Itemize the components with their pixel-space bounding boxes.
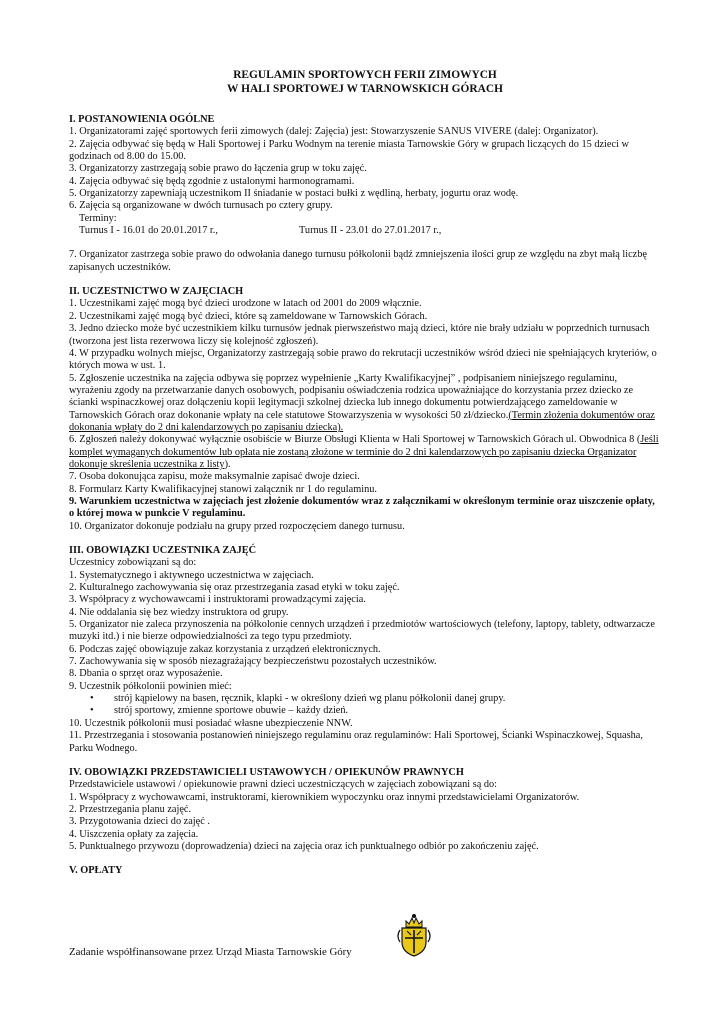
document-title: [69, 68, 661, 96]
paragraph-text: 5. Zgłoszenie uczestnika na zajęcia odbywa się poprzez wypełnienie „Karty Kwalifikacyjnej” , podpisaniem niniejszego regulaminu, wyrażeniu zgody na przetwarzanie danych osobowych, podpisaniu oświadczenia rodzica upoważniające do korzystania przez dziecko ze ścianki wspinaczkowej oraz dołączeniu kopii legitymacji szkolnej dziecka lub innego dokumentu potwierdzającego zameldowanie w Tarnowskich Górach oraz dokonanie wpłaty na cele statutowe Stowarzyszenia w wysokości 50 zł/dziecko.: [69, 372, 634, 421]
paragraph: 1. Systematycznego i aktywnego uczestnictwa w zajęciach.: [69, 569, 314, 581]
paragraph: 7. Organizator zastrzega sobie prawo do odwołania danego turnusu półkolonii bądź zmniejszenia ilości grup ze względu na zbyt małą liczbę zapisanych uczestników.: [69, 249, 647, 273]
paragraph: 4. Uiszczenia opłaty za zajęcia.: [69, 828, 199, 840]
paragraph: [69, 434, 661, 471]
terms-label: Terminy:: [79, 212, 117, 224]
section-heading: V. OPŁATY: [69, 865, 123, 877]
section-guardian-duties: [69, 767, 661, 853]
title-line-2: W HALI SPORTOWEJ W TARNOWSKICH GÓRACH: [227, 83, 503, 95]
section-participation: [69, 286, 661, 533]
paragraph: [69, 373, 661, 435]
paragraph: 5. Organizatorzy zapewniają uczestnikom II śniadanie w postaci bułki z wędliną, herbaty, jogurtu oraz wodę.: [69, 188, 519, 200]
paragraph: 11. Przestrzegania i stosowania postanowień niniejszego regulaminu oraz regulaminów: Hali Sportowej, Ścianki Wspinaczkowej, Squasha, Parku Wodnego.: [69, 730, 643, 754]
paragraph: 2. Zajęcia odbywać się będą w Hali Sportowej i Parku Wodnym na terenie miasta Tarnowskie Góry w grupach liczących do 15 dzieci w godzinach od 8.00 do 15.00.: [69, 138, 629, 163]
turnus-2: Turnus II - 23.01 do 27.01.2017 r.,: [299, 225, 442, 237]
paragraph: 1. Uczestnikami zajęć mogą być dzieci urodzone w latach od 2001 do 2009 włącznie.: [69, 298, 422, 310]
paragraph: 2. Uczestnikami zajęć mogą być dzieci, które są zameldowane w Tarnowskich Górach.: [69, 310, 428, 322]
paragraph: 1. Współpracy z wychowawcami, instruktorami, kierownikiem wypoczynku oraz innymi przedstawicielami Organizatorów.: [69, 791, 580, 803]
bullet-item: [69, 705, 661, 717]
section-heading: IV. OBOWIĄZKI PRZEDSTAWICIELI USTAWOWYCH / OPIEKUNÓW PRAWNYCH: [69, 766, 464, 778]
bullet-icon: •: [90, 705, 94, 717]
paragraph: 10. Uczestnik półkolonii musi posiadać własne ubezpieczenie NNW.: [69, 717, 353, 729]
paragraph: 5. Punktualnego przywozu (doprowadzenia) dzieci na zajęcia oraz ich punktualnego odbiór po zakończeniu zajęć.: [69, 840, 539, 852]
paragraph: 7. Zachowywania się w sposób niezagrażający bezpieczeństwu pozostałych uczestników.: [69, 656, 437, 668]
section-heading: I. POSTANOWIENIA OGÓLNE: [69, 114, 215, 125]
paragraph: 2. Przestrzegania planu zajęć.: [69, 803, 192, 815]
bullet-text: strój kąpielowy na basen, ręcznik, klapki - w określony dzień wg planu półkolonii danej grupy.: [114, 693, 506, 705]
section-heading: II. UCZESTNICTWO W ZAJĘCIACH: [69, 286, 244, 298]
bullet-item: [69, 693, 661, 705]
coat-of-arms-icon: [394, 912, 434, 963]
section-fees: [69, 865, 661, 877]
paragraph: 6. Zajęcia są organizowane w dwóch turnusach po cztery grupy.: [69, 200, 333, 212]
section-participant-duties: [69, 545, 661, 755]
bullet-text: strój sportowy, zmienne sportowe obuwie – każdy dzień.: [114, 705, 349, 717]
bullet-icon: •: [90, 693, 94, 705]
paragraph: 8. Dbania o sprzęt oraz wyposażenie.: [69, 668, 223, 680]
paragraph: 3. Organizatorzy zastrzegają sobie prawo do łączenia grup w toku zajęć.: [69, 163, 367, 175]
paragraph: 6. Podczas zajęć obowiązuje zakaz korzystania z urządzeń elektronicznych.: [69, 643, 381, 655]
paragraph-text: 6. Zgłoszeń należy dokonywać wyłącznie osobiście w Biurze Obsługi Klienta w Hali Sportowej w Tarnowskich Górach ul. Obwodnica 8 (: [69, 434, 641, 446]
terms-row: [69, 225, 661, 237]
paragraph: Uczestnicy zobowiązani są do:: [69, 557, 197, 569]
turnus-1: Turnus I - 16.01 do 20.01.2017 r.,: [79, 225, 218, 237]
underlined-note: Jeśli komplet wymaganych dokumentów lub opłata nie zostaną złożone w terminie do 2 dni kalendarzowych po zapisaniu dziecka Organizator dokonuje skreślenia uczestnika z listy: [69, 434, 659, 470]
paragraph: 10. Organizator dokonuje podziału na grupy przed rozpoczęciem danego turnusu.: [69, 520, 405, 532]
paragraph: 2. Kulturalnego zachowywania się oraz przestrzegania zasad etyki w toku zajęć.: [69, 582, 400, 594]
paragraph: 7. Osoba dokonująca zapisu, może maksymalnie zapisać dwoje dzieci.: [69, 471, 360, 483]
section-general: [69, 114, 661, 274]
paragraph: Przedstawiciele ustawowi / opiekunowie prawni dzieci uczestniczących w zajęciach zobowiązani są do:: [69, 779, 497, 791]
paragraph-text: ).: [224, 458, 231, 470]
document-body: [69, 68, 661, 890]
paragraph: 4. Zajęcia odbywać się będą zgodnie z ustalonymi harmonogramami.: [69, 175, 355, 187]
underlined-note: (Termin złożenia dokumentów oraz dokonania wpłaty do 2 dni kalendarzowych po zapisaniu dziecka).: [69, 409, 655, 433]
title-line-1: REGULAMIN SPORTOWYCH FERII ZIMOWYCH: [233, 69, 497, 81]
paragraph: 3. Przygotowania dzieci do zajęć .: [69, 816, 210, 828]
paragraph: 5. Organizator nie zaleca przynoszenia na półkolonie cennych urządzeń i przedmiotów wartościowych (telefony, laptopy, tablety, odtwarzacze muzyki itd.) i nie bierze odpowiedzialności za tego typu przedmioty.: [69, 619, 655, 643]
paragraph: 4. Nie oddalania się bez wiedzy instruktora od grupy.: [69, 606, 289, 618]
paragraph: 9. Uczestnik półkolonii powinien mieć:: [69, 680, 232, 692]
paragraph: 3. Jedno dziecko może być uczestnikiem kilku turnusów jednak pierwszeństwo mają dzieci, które nie brały udziału w poprzednich turnusach (tworzona jest lista rezerwowa liczy się kolejność zgłoszeń).: [69, 323, 650, 347]
section-heading: III. OBOWIĄZKI UCZESTNIKA ZAJĘĆ: [69, 545, 257, 556]
paragraph: 8. Formularz Karty Kwalifikacyjnej stanowi załącznik nr 1 do regulaminu.: [69, 483, 377, 495]
paragraph: 3. Współpracy z wychowawcami i instruktorami prowadzącymi zajęcia.: [69, 594, 366, 606]
footer-note: Zadanie współfinansowane przez Urząd Miasta Tarnowskie Góry: [69, 946, 352, 958]
bold-paragraph: 9. Warunkiem uczestnictwa w zajęciach jest złożenie dokumentów wraz z załącznikami w określonym terminie oraz uiszczenie opłaty, o której mowa w punkcie V regulaminu.: [69, 495, 655, 520]
paragraph: 1. Organizatorami zajęć sportowych ferii zimowych (dalej: Zajęcia) jest: Stowarzyszenie SANUS VIVERE (dalej: Organizator).: [69, 126, 599, 138]
paragraph: 4. W przypadku wolnych miejsc, Organizatorzy zastrzegają sobie prawo do rekrutacji uczestników wśród dzieci nie spełniających kryteriów, o których mowa w ust. 1.: [69, 347, 657, 372]
